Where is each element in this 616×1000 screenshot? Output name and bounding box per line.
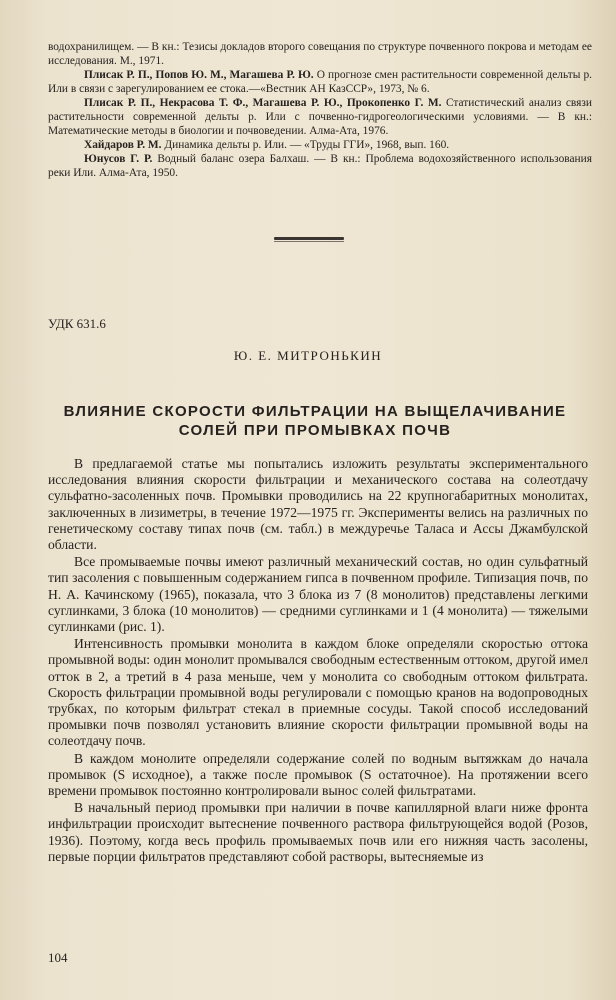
page-number: 104 <box>48 950 68 965</box>
udk-code: УДК 631.6 <box>48 316 106 331</box>
reference-text: водохранилищем. — В кн.: Тезисы докладов второго совещания по структуре почвенного покрова и методам ее исследования. М., 1971. <box>48 41 592 67</box>
reference-item <box>48 96 592 138</box>
reference-text: Статистический анализ связи растительности современной дельты р. Или с почвенно-гидрогеологическими условиями. — В кн.: Математические методы в биологии и почвоведении. Алма-Ата, 1976. <box>48 97 592 137</box>
reference-list <box>48 40 592 180</box>
reference-authors: Плисак Р. П., Некрасова Т. Ф., Магашева Р. Ю., Прокопенко Г. М. <box>84 97 442 109</box>
reference-text: Водный баланс озера Балхаш. — В кн.: Проблема водохозяйственного использования реки Или. Алма-Ата, 1950. <box>48 153 592 179</box>
reference-item <box>48 152 592 180</box>
reference-authors: Юнусов Г. Р. <box>84 153 153 165</box>
reference-authors: Хайдаров Р. М. <box>84 139 162 151</box>
article-body <box>48 456 588 866</box>
body-paragraph: В предлагаемой статье мы попытались изложить результаты экспериментального исследования влияния скорости фильтрации и механического состава на солеотдачу сульфатно-засоленных почв. Промывки проводились на 22 крупногабаритных монолитах, заключенных в лизиметры, в течение 1972—1975 гг. Эксперименты велись на различных по генетическому составу типах почв (см. табл.) в междуречье Таласа и Ассы Джамбулской области. <box>48 456 588 553</box>
body-paragraph: Интенсивность промывки монолита в каждом блоке определяли скоростью оттока промывной воды: один монолит промывался свободным естественным оттоком, другой имел отток в 2, а третий в 4 раза меньше, чем у монолита со свободным оттоком фильтрата. Скорость фильтрации промывной воды регулировали с помощью кранов на водопроводных трубках, по которым фильтрат стекал в приемные сосуды. Такой способ исследований промывки почв позволял установить влияние скорости фильтрации промывной воды на солеотдачу почв. <box>48 636 588 749</box>
body-paragraph: В каждом монолите определяли содержание солей по водным вытяжкам до начала промывок (S исходное), а также после промывок (S остаточное). На протяжении всего времени промывок постоянно контролировали вынос солей фильтратами. <box>48 750 588 799</box>
body-paragraph: В начальный период промывки при наличии в почве капиллярной влаги ниже фронта инфильтрации происходит вытеснение почвенного раствора фильтрующейся водой (Розов, 1936). Поэтому, когда весь профиль промываемых почв или его нижняя часть засолены, первые порции фильтратов представляют собой растворы, вытесняемые из <box>48 800 588 864</box>
reference-text: Динамика дельты р. Или. — «Труды ГГИ», 1968, вып. 160. <box>161 139 450 151</box>
section-divider-underline <box>274 241 344 242</box>
reference-text: О прогнозе смен растительности современной дельты р. Или в связи с зарегулированием ее стока.—«Вестник АН КазССР», 1973, № 6. <box>48 69 592 95</box>
reference-item <box>48 138 592 152</box>
body-paragraph: Все промываемые почвы имеют различный механический состав, но один сульфатный тип засоления с повышенным содержанием гипса в почвенном профиле. Типизация почв, по Н. А. Качинскому (1965), показала, что 3 блока из 7 (8 монолитов) представлены легкими суглинками, 3 блока (10 монолитов) — средними суглинками и 1 (4 монолита) — тяжелыми суглинками (рис. 1). <box>48 554 588 635</box>
reference-authors: Плисак Р. П., Попов Ю. М., Магашева Р. Ю. <box>84 69 314 81</box>
article-author: Ю. Е. МИТРОНЬКИН <box>233 348 383 363</box>
article-title: ВЛИЯНИЕ СКОРОСТИ ФИЛЬТРАЦИИ НА ВЫЩЕЛАЧИВАНИЕ СОЛЕЙ ПРИ ПРОМЫВКАХ ПОЧВ <box>63 403 567 439</box>
reference-item <box>48 40 592 68</box>
section-divider <box>274 237 344 240</box>
reference-item <box>48 68 592 96</box>
